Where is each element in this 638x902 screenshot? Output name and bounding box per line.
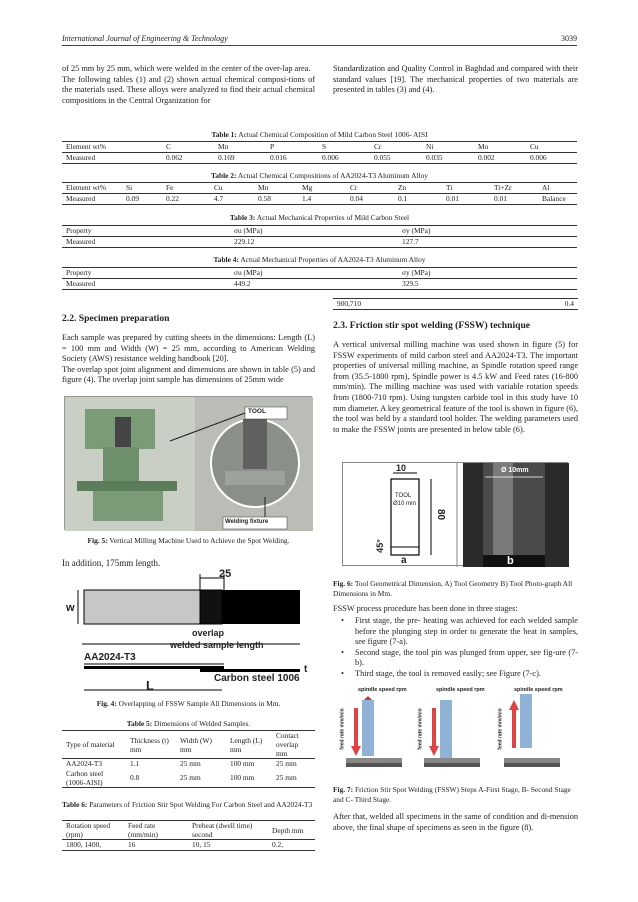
table-cell: Type of material <box>62 731 126 759</box>
table-row <box>62 153 577 164</box>
table5-caption: Table 5: Dimensions of Welded Samples. <box>126 719 251 728</box>
procedure-intro: FSSW process procedure has been done in three stages: <box>333 604 518 613</box>
table-cell: Al <box>538 183 577 194</box>
table-row <box>62 840 315 851</box>
table-cell: 0.01 <box>442 194 490 205</box>
table1 <box>62 141 577 164</box>
aa2024-label: AA2024-T3 <box>84 652 136 663</box>
sub-a: a <box>401 555 407 566</box>
table-cell: 0.062 <box>162 153 214 164</box>
table-cell: 0.016 <box>266 153 318 164</box>
table-cell: 4.7 <box>210 194 254 205</box>
table-cell: Property <box>62 268 230 279</box>
dim-80: 80 <box>435 508 447 521</box>
overlap-label: overlap <box>192 628 225 638</box>
table-header-row <box>62 226 577 237</box>
fig5-caption: Fig. 5: Vertical Milling Machine Used to Achieve the Spot Welding. <box>87 536 290 545</box>
table-header-row <box>62 142 577 153</box>
table-row <box>62 194 577 205</box>
dim-10: 10 <box>396 463 407 473</box>
table-cell: σu (MPa) <box>230 268 398 279</box>
dim-w: w <box>66 602 75 614</box>
table-cell: 1.1 <box>126 759 176 770</box>
table-row <box>333 299 578 310</box>
feed-label: feed rate mm/min <box>497 708 504 750</box>
table-cell: Mn <box>214 142 266 153</box>
fixture-label: Welding fixture <box>225 519 269 525</box>
milling-machine-photo <box>64 396 312 530</box>
table-cell: Cr <box>346 183 394 194</box>
table4 <box>62 267 577 290</box>
list-item: • First stage, the pre- heating was achieved for each welded sample before the plunging step in order to generate the heat in samples, see figure (7-a). <box>333 616 578 648</box>
milling-machine-illustration <box>65 397 313 531</box>
fig4-diagram <box>64 568 314 698</box>
table-cell: Zn <box>394 183 442 194</box>
table-row <box>62 279 577 290</box>
section-2-2-cont: In addition, 175mm length. <box>62 558 161 568</box>
section-2-2-title: 2.2. Specimen preparation <box>62 313 170 324</box>
welded-length-label: welded sample length <box>170 640 264 650</box>
table-cell: Element wt% <box>62 183 122 194</box>
table-cell: P <box>266 142 318 153</box>
table-cell: 100 mm <box>226 769 272 788</box>
col1-top-text <box>62 64 315 106</box>
table-cell: Property <box>62 226 230 237</box>
table-cell: 0.8 <box>126 769 176 788</box>
table-cell: Thickness (t) mm <box>126 731 176 759</box>
feed-label: feed rate mm/min <box>339 708 346 750</box>
table-cell: 449.2 <box>230 279 398 290</box>
table-cell: AA2024-T3 <box>62 759 126 770</box>
table-cell: 0.4 <box>533 299 578 310</box>
table-cell: 229.12 <box>230 237 398 248</box>
table-row <box>62 759 315 770</box>
list-item: • Second stage, the tool pin was plunged from upper, see fig-ure (7-b). <box>333 648 578 669</box>
table-cell: Measured <box>62 153 162 164</box>
tool-label: TOOL <box>248 408 266 415</box>
section-2-3-text: A vertical universal milling machine was used shown in figure (5) for FSSW experiments of mild carbon steel and AA2024-T3. The important properties of universal milling machine, as Spindle rotation speed range from (35.5-1800 rpm), Spindle power is 4.5 kW and Feed rates (16-800 mm/min). The milling machine was used with variable rotation speeds from (1800-710 rpm). Using tungsten carbide tool in this study have 10 mm diameter. A key geometrical feature of the tool is shown in figure (6), the tool was held by a standard tool holder. The welding parameters used to make the FSSW joints are presented in below table (6). <box>333 340 578 434</box>
table6-continued <box>333 298 578 310</box>
table-cell: 0.1 <box>394 194 442 205</box>
para: of 25 mm by 25 mm, which were welded in the center of the over-lap area. <box>62 64 311 73</box>
table-cell: σy (MPa) <box>398 268 577 279</box>
table-header-row <box>62 183 577 194</box>
para: The following tables (1) and (2) shown actual chemical composi-tions of the materials used. These alloys were analyzed to find their actual chemical compositions in the Central Organization for <box>62 74 315 105</box>
photo-diameter: Ø 10mm <box>501 467 529 474</box>
fig7-caption: Fig. 7: Friction Stir Spot Welding (FSSW) Steps A-First Stage, B- Second Stage and C- Third Stage. <box>333 785 571 804</box>
para: The overlap spot joint alignment and dimensions are shown in table (5) and figure (4). The overlap joint sample has dimensions of 25mm wide <box>62 364 315 385</box>
list-item: • Third stage, the tool is removed easily; see Figure (7-c). <box>333 669 578 680</box>
table-cell: Contact overlap mm <box>272 731 315 759</box>
table-cell: Depth mm <box>268 821 315 840</box>
table-cell: Measured <box>62 194 122 205</box>
carbon-steel-label: Carbon steel 1006 <box>214 673 300 684</box>
header-rule <box>62 45 577 46</box>
table-header-row <box>62 821 315 840</box>
table-cell: 25 mm <box>176 769 226 788</box>
table-cell: Preheat (dwell time) second <box>188 821 268 840</box>
fig4-caption: Fig. 4: Overlapping of FSSW Sample All Dimensions in Mm. <box>96 699 281 708</box>
table-cell: Feed rate (mm/min) <box>124 821 188 840</box>
table-cell: 0.01 <box>490 194 538 205</box>
feed-label: feed rate mm/min <box>417 708 424 750</box>
table-cell: σu (MPa) <box>230 226 398 237</box>
table-cell: Mo <box>474 142 526 153</box>
page-number: 3039 <box>561 34 577 43</box>
table-cell: 100 mm <box>226 759 272 770</box>
table2 <box>62 182 577 205</box>
table-cell: Measured <box>62 237 230 248</box>
table-cell: Ti+Zr <box>490 183 538 194</box>
table2-caption: Table 2: Actual Chemical Compositions of AA2024-T3 Aluminum Alloy <box>211 171 428 180</box>
table-cell: 10, 15 <box>188 840 268 851</box>
table-cell: 127.7 <box>398 237 577 248</box>
spindle-label: spindle speed rpm <box>436 687 485 693</box>
table-cell: Fe <box>162 183 210 194</box>
journal-name: International Journal of Engineering & Technology <box>62 34 228 43</box>
table-cell: Width (W) mm <box>176 731 226 759</box>
dim-L: L <box>146 678 154 693</box>
table-cell: 0.169 <box>214 153 266 164</box>
table-header-row <box>62 268 577 279</box>
dim-t: t <box>304 664 308 675</box>
fig7-diagram <box>339 687 575 780</box>
table-cell: 1.4 <box>298 194 346 205</box>
table-cell: 25 mm <box>272 759 315 770</box>
tool-diameter: Ø10 mm <box>393 501 417 507</box>
table-cell: Balance <box>538 194 577 205</box>
table-cell: Rotation speed (rpm) <box>62 821 124 840</box>
table-cell: Measured <box>62 279 230 290</box>
procedure-list <box>333 616 578 680</box>
table-cell: Carbon steel (1006-AISI) <box>62 769 126 788</box>
table-cell: Length (L) mm <box>226 731 272 759</box>
table-cell: Element wt% <box>62 142 162 153</box>
table6 <box>62 820 315 851</box>
sub-b: b <box>507 555 514 567</box>
spindle-label: spindle speed rpm <box>358 687 407 693</box>
table-cell: 329.5 <box>398 279 577 290</box>
table-cell: 0.04 <box>346 194 394 205</box>
table-header-row <box>62 731 315 759</box>
table-cell: 25 mm <box>272 769 315 788</box>
table-cell: 0.22 <box>162 194 210 205</box>
table-cell: 0.09 <box>122 194 162 205</box>
table-cell: 0.006 <box>526 153 577 164</box>
table-cell: Ni <box>422 142 474 153</box>
tool-text: TOOL <box>395 493 412 499</box>
table3-caption: Table 3: Actual Mechanical Properties of Mild Carbon Steel <box>229 213 410 222</box>
section-2-3-title: 2.3. Friction stir spot welding (FSSW) technique <box>333 320 531 331</box>
table-cell: 0.006 <box>318 153 370 164</box>
table-cell: Ti <box>442 183 490 194</box>
dim-25: 25 <box>219 568 232 580</box>
dim-45: 45° <box>374 539 385 553</box>
table-cell: Mn <box>254 183 298 194</box>
table-cell: 0.035 <box>422 153 474 164</box>
table-cell: 0.2, <box>268 840 315 851</box>
table-cell: 900,710 <box>333 299 533 310</box>
table-row <box>62 237 577 248</box>
fssw-steps-drawing <box>340 690 575 780</box>
fig6-caption: Fig. 6: Tool Geometrical Dimension, A) Tool Geometry B) Tool Photo-graph All Dimensions in Mm. <box>333 579 573 598</box>
table-cell: 25 mm <box>176 759 226 770</box>
table-cell: 0.055 <box>370 153 422 164</box>
para: Standardization and Quality Control in Baghdad and compared with their standard values [19]. The mechanical properties of two materials are presented in tables (3) and (4). <box>333 64 578 95</box>
table6-caption: Table 6: Parameters of Friction Stir Spot Welding For Carbon Steel and AA2024-T3 <box>62 800 313 809</box>
table5 <box>62 730 315 788</box>
table-cell: 16 <box>124 840 188 851</box>
table1-caption: Table 1: Actual Chemical Composition of Mild Carbon Steel 1006- AISI <box>211 130 428 139</box>
spindle-label: spindle speed rpm <box>514 687 563 693</box>
table4-caption: Table 4: Actual Mechanical Properties of AA2024-T3 Aluminum Alloy <box>213 255 426 264</box>
table-row <box>62 769 315 788</box>
para: Each sample was prepared by cutting sheets in the dimensions: Length (L) = 100 mm and Width (W) = 25 mm, according to American Welding Society (AWS) resistance welding handbook [20]. <box>62 333 315 364</box>
table-cell: 0.58 <box>254 194 298 205</box>
table3 <box>62 225 577 248</box>
running-header <box>62 34 577 43</box>
table-cell: 0.002 <box>474 153 526 164</box>
table-cell: Cu <box>526 142 577 153</box>
table-cell: 1800, 1400, <box>62 840 124 851</box>
closing-paragraph: After that, welded all specimens in the same of condition and di-mension above, the final shape of specimens as seen in the figure (8). <box>333 812 578 832</box>
table-cell: Cr <box>370 142 422 153</box>
table-cell: Mg <box>298 183 346 194</box>
col2-top-text <box>333 64 578 96</box>
table-cell: C <box>162 142 214 153</box>
table-cell: Si <box>122 183 162 194</box>
table-cell: σy (MPa) <box>398 226 577 237</box>
table-cell: S <box>318 142 370 153</box>
section-2-2-text <box>62 333 315 386</box>
fig6-image <box>342 462 568 566</box>
table-cell: Cu <box>210 183 254 194</box>
